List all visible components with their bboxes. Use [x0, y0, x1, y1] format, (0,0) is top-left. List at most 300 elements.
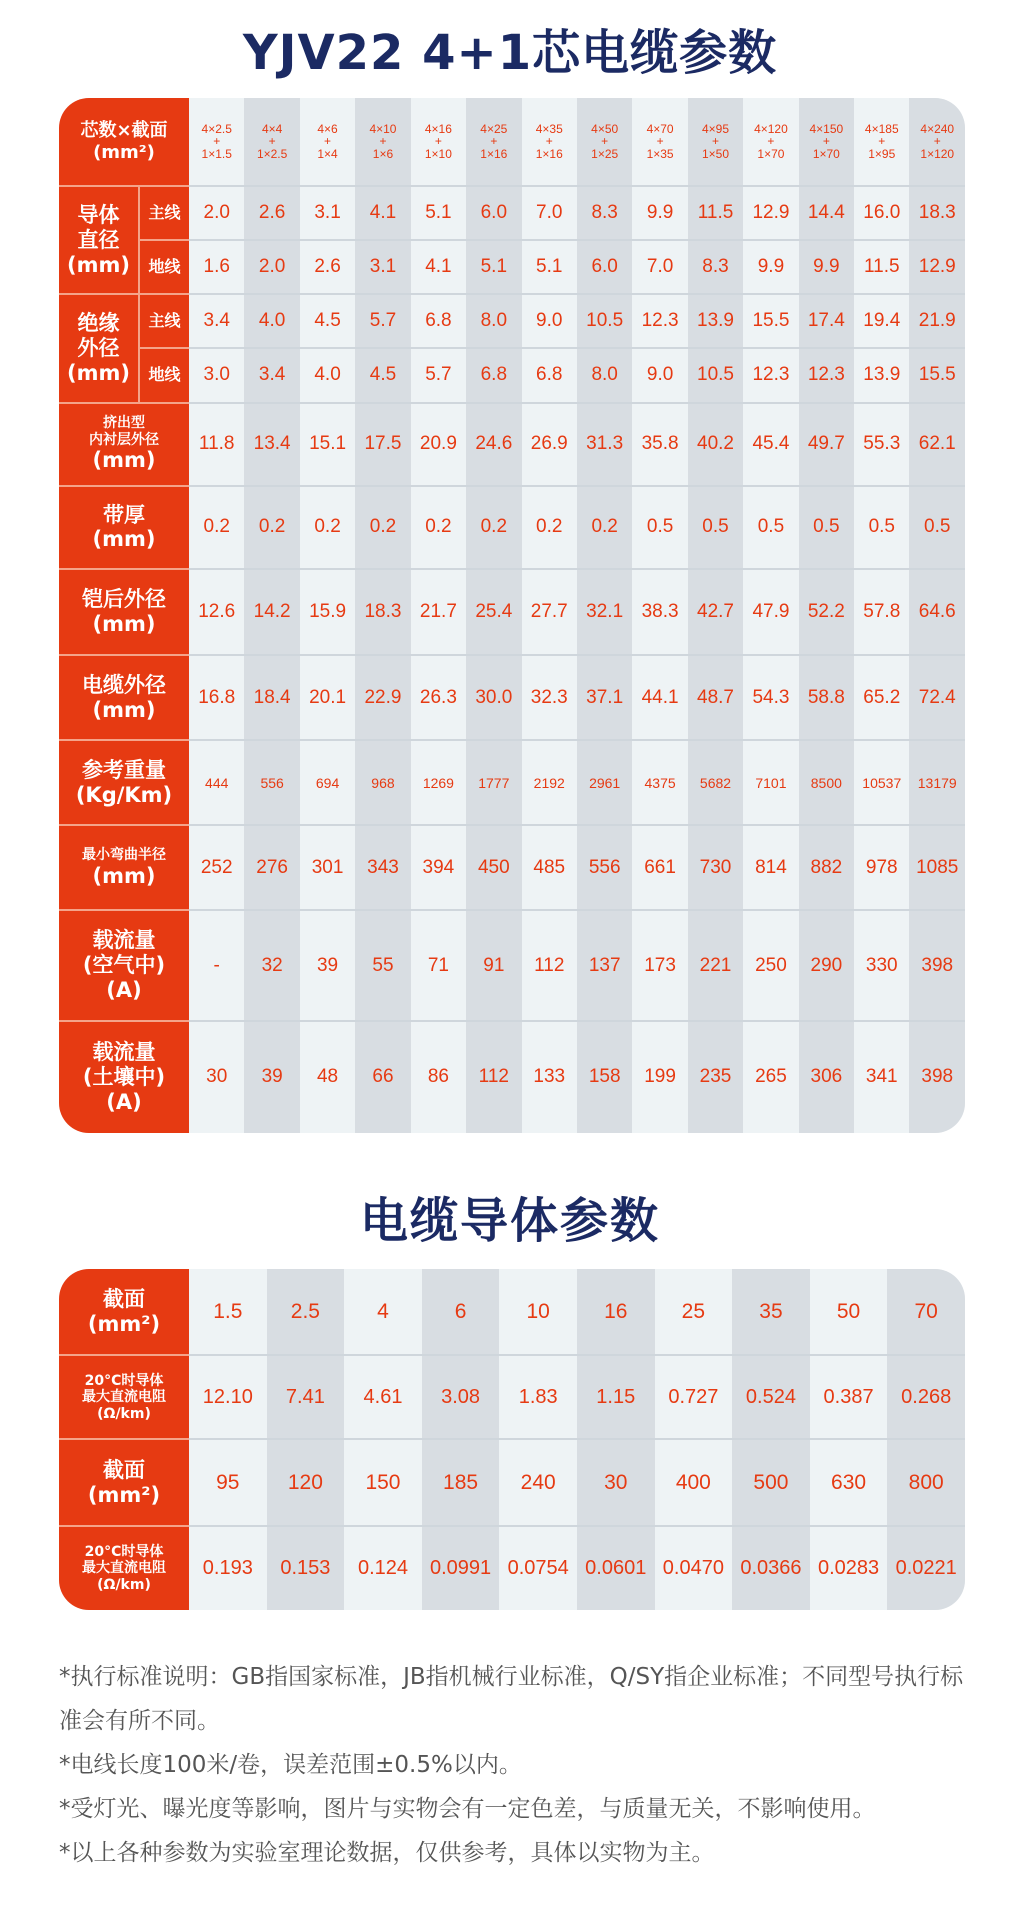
spec-line: + — [379, 134, 387, 149]
spec-line: 1×6 — [372, 146, 394, 161]
table-cell: 9.9 — [743, 240, 798, 294]
header-text-line: (Kg/Km) — [75, 782, 173, 807]
table-cell: 48 — [300, 1021, 355, 1133]
table-cell: 2192 — [522, 740, 577, 825]
table-cell: 42.7 — [688, 569, 743, 655]
spec-line: 1×25 — [591, 146, 619, 161]
table-cell: 2.6 — [244, 186, 299, 240]
table-cell: 10.5 — [688, 348, 743, 402]
table-cell: 15.5 — [909, 348, 965, 402]
table-row — [59, 240, 965, 294]
table-cell: 0.524 — [732, 1355, 810, 1439]
table-cell: 8.3 — [688, 240, 743, 294]
spec-cell — [743, 98, 798, 186]
table-cell: 0.0754 — [499, 1526, 577, 1610]
header-text-line: (mm²) — [87, 1482, 161, 1507]
table-cell: 25 — [655, 1269, 733, 1355]
note-item: *以上各种参数为实验室理论数据，仅供参考，具体以实物为主。 — [59, 1840, 715, 1866]
spec-cell — [189, 98, 244, 186]
spec-line: 1×16 — [535, 146, 563, 161]
header-text-line: 导体 — [77, 203, 120, 228]
table-cell: 556 — [577, 825, 632, 910]
row-header — [59, 1021, 189, 1133]
table-cell: 0.5 — [688, 486, 743, 569]
spec-line: 4×6 — [317, 121, 338, 136]
spec-line: 1×50 — [701, 146, 730, 161]
table-cell: 9.0 — [522, 294, 577, 348]
table-cell: 17.4 — [799, 294, 854, 348]
table-cell: 398 — [909, 910, 965, 1020]
spec-line: + — [601, 134, 609, 149]
header-text-line: (mm) — [92, 527, 156, 552]
header-text-line: (mm²) — [87, 1311, 161, 1336]
row-header — [59, 1355, 189, 1439]
spec-line: 1×1.5 — [201, 146, 232, 161]
table-cell: 4.0 — [300, 348, 355, 402]
header-text-line: (Ω/km) — [97, 1576, 151, 1593]
table-cell: 95 — [189, 1439, 267, 1525]
table-cell: 290 — [799, 910, 854, 1020]
row-group-header — [59, 186, 139, 294]
table-cell: 13179 — [909, 740, 965, 825]
table-cell: 13.4 — [244, 403, 299, 486]
table-cell: 485 — [522, 825, 577, 910]
row-header — [59, 1526, 189, 1610]
table-cell: 2.6 — [300, 240, 355, 294]
table-cell: 55 — [355, 910, 410, 1020]
spec-cell — [300, 98, 355, 186]
table-cell: 4 — [344, 1269, 422, 1355]
header-text-line: (mm) — [67, 360, 130, 385]
table-row — [59, 486, 965, 569]
header-text-line: (mm) — [92, 448, 156, 473]
spec-line: + — [712, 134, 720, 149]
table-cell: 185 — [422, 1439, 500, 1525]
table-cell: 26.3 — [411, 655, 466, 740]
table-row — [59, 1021, 965, 1133]
table-cell: 0.5 — [909, 486, 965, 569]
table-cell: 7.41 — [267, 1355, 345, 1439]
header-text-line: 载流量 — [92, 928, 156, 953]
table-cell: 133 — [522, 1021, 577, 1133]
header-text-line: (空气中) — [82, 953, 166, 978]
table-cell: 2.5 — [267, 1269, 345, 1355]
table-cell: 16.0 — [854, 186, 909, 240]
table-cell: 57.8 — [854, 569, 909, 655]
header-text-line: (mm) — [92, 863, 156, 888]
table-cell: 4.5 — [355, 348, 410, 402]
spec-line: 4×2.5 — [201, 121, 232, 136]
spec-cell — [522, 98, 577, 186]
header-text-line: 绝缘 — [77, 311, 120, 336]
table-cell: 0.5 — [854, 486, 909, 569]
table-cell: 5.1 — [411, 186, 466, 240]
table-cell: 0.5 — [799, 486, 854, 569]
table-row — [59, 740, 965, 825]
table-cell: 20.1 — [300, 655, 355, 740]
row-header — [59, 1439, 189, 1525]
spec-line: 1×70 — [757, 146, 785, 161]
spec-cell — [909, 98, 965, 186]
table-cell: 11.8 — [189, 403, 244, 486]
table-row — [59, 98, 965, 186]
row-sub-header: 地线 — [139, 240, 189, 294]
table-cell: 32.3 — [522, 655, 577, 740]
spec-line: + — [490, 134, 498, 149]
row-sub-header: 主线 — [139, 294, 189, 348]
table-cell: 0.2 — [466, 486, 521, 569]
table-cell: 4.0 — [244, 294, 299, 348]
table-cell: 0.0470 — [655, 1526, 733, 1610]
row-header — [59, 655, 189, 740]
table-cell: 556 — [244, 740, 299, 825]
notes — [59, 1655, 969, 1875]
spec-cell — [632, 98, 687, 186]
table-cell: 30 — [189, 1021, 244, 1133]
table-cell: 50 — [810, 1269, 888, 1355]
table-cell: 0.2 — [300, 486, 355, 569]
row-header — [59, 740, 189, 825]
spec-line: 4×25 — [480, 121, 508, 136]
table-cell: 4.5 — [300, 294, 355, 348]
table-cell: 27.7 — [522, 569, 577, 655]
table-cell: 12.9 — [909, 240, 965, 294]
table-cell: 91 — [466, 910, 521, 1020]
row-header — [59, 403, 189, 486]
header-text-line: 最小弯曲半径 — [82, 847, 166, 864]
table-cell: 394 — [411, 825, 466, 910]
table-cell: 11.5 — [688, 186, 743, 240]
table-cell: 40.2 — [688, 403, 743, 486]
table-cell: 13.9 — [688, 294, 743, 348]
table-cell: 1.15 — [577, 1355, 655, 1439]
table-cell: 38.3 — [632, 569, 687, 655]
row-header — [59, 569, 189, 655]
table-cell: 0.2 — [522, 486, 577, 569]
spec-line: 4×16 — [424, 121, 452, 136]
table-cell: 3.4 — [244, 348, 299, 402]
table-cell: 21.7 — [411, 569, 466, 655]
table-cell: 120 — [267, 1439, 345, 1525]
table-cell: 444 — [189, 740, 244, 825]
table-row — [59, 910, 965, 1020]
table-row — [59, 1269, 965, 1355]
table-cell: 6.8 — [411, 294, 466, 348]
table-row — [59, 348, 965, 402]
table-cell: 4.1 — [355, 186, 410, 240]
header-text-line: (mm) — [92, 611, 156, 636]
table-cell: 3.08 — [422, 1355, 500, 1439]
spec-line: 1×4 — [317, 146, 338, 161]
table-cell: 12.10 — [189, 1355, 267, 1439]
table-cell: 30.0 — [466, 655, 521, 740]
note-item: *受灯光、曝光度等影响，图片与实物会有一定色差，与质量无关，不影响使用。 — [59, 1796, 876, 1822]
note-item: *电线长度100米/卷，误差范围±0.5%以内。 — [59, 1752, 522, 1778]
row-header — [59, 910, 189, 1020]
table-cell: 400 — [655, 1439, 733, 1525]
spec-line: 4×50 — [591, 121, 619, 136]
table-cell: 0.0366 — [732, 1526, 810, 1610]
table-cell: 150 — [344, 1439, 422, 1525]
table-cell: 5.7 — [411, 348, 466, 402]
table-cell: 10 — [499, 1269, 577, 1355]
table-cell: 4375 — [632, 740, 687, 825]
spec-cell — [688, 98, 743, 186]
header-text-line: 铠后外径 — [82, 587, 166, 612]
table-cell: 6.0 — [466, 186, 521, 240]
header-text-line: (mm²) — [93, 141, 155, 163]
spec-line: 1×95 — [868, 146, 896, 161]
spec-cell — [466, 98, 521, 186]
table-cell: 0.268 — [887, 1355, 965, 1439]
header-text-line: 截面 — [103, 1457, 145, 1482]
table-cell: 630 — [810, 1439, 888, 1525]
table-cell: 0.0221 — [887, 1526, 965, 1610]
table-cell: 35 — [732, 1269, 810, 1355]
table-cell: 62.1 — [909, 403, 965, 486]
table-cell: - — [189, 910, 244, 1020]
table-cell: 18.3 — [355, 569, 410, 655]
header-text-line: 参考重量 — [82, 757, 166, 782]
table-cell: 25.4 — [466, 569, 521, 655]
spec-line: 1×120 — [920, 146, 955, 161]
spec-line: + — [213, 134, 221, 149]
table-cell: 4.1 — [411, 240, 466, 294]
table-cell: 6 — [422, 1269, 500, 1355]
spec-line: 1×10 — [424, 146, 452, 161]
conductor-parameter-table — [59, 1269, 965, 1610]
header-text-line: 20°C时导体 — [84, 1372, 164, 1389]
table-cell: 12.3 — [632, 294, 687, 348]
table-cell: 158 — [577, 1021, 632, 1133]
header-text-line: 带厚 — [103, 502, 145, 527]
table-cell: 0.0601 — [577, 1526, 655, 1610]
spec-line: 4×35 — [535, 121, 563, 136]
table-cell: 17.5 — [355, 403, 410, 486]
table-cell: 13.9 — [854, 348, 909, 402]
table-row — [59, 1355, 965, 1439]
spec-line: 1×2.5 — [256, 146, 288, 161]
table-cell: 882 — [799, 825, 854, 910]
table-cell: 0.193 — [189, 1526, 267, 1610]
spec-line: 4×95 — [701, 121, 730, 136]
spec-line: 1×35 — [646, 146, 674, 161]
table-cell: 112 — [466, 1021, 521, 1133]
spec-cell — [854, 98, 909, 186]
table-cell: 12.3 — [743, 348, 798, 402]
table-cell: 694 — [300, 740, 355, 825]
table-cell: 235 — [688, 1021, 743, 1133]
table-cell: 0.0991 — [422, 1526, 500, 1610]
header-text-line: (mm) — [67, 252, 130, 277]
spec-line: 4×4 — [261, 121, 283, 136]
table-cell: 1.6 — [189, 240, 244, 294]
header-text-line: 电缆外径 — [82, 672, 166, 697]
table-cell: 0.124 — [344, 1526, 422, 1610]
table-cell: 45.4 — [743, 403, 798, 486]
table-cell: 10.5 — [577, 294, 632, 348]
table-cell: 66 — [355, 1021, 410, 1133]
header-text-line: (A) — [106, 1089, 142, 1114]
table-cell: 11.5 — [854, 240, 909, 294]
table-cell: 814 — [743, 825, 798, 910]
table-cell: 2.0 — [244, 240, 299, 294]
table-row — [59, 403, 965, 486]
table-cell: 15.9 — [300, 569, 355, 655]
row-header — [59, 1269, 189, 1355]
table-cell: 9.9 — [632, 186, 687, 240]
table-cell: 16 — [577, 1269, 655, 1355]
table-cell: 306 — [799, 1021, 854, 1133]
table-cell: 26.9 — [522, 403, 577, 486]
table-cell: 39 — [300, 910, 355, 1020]
table-cell: 5682 — [688, 740, 743, 825]
spec-cell — [244, 98, 299, 186]
table-cell: 3.4 — [189, 294, 244, 348]
header-text-line: 芯数×截面 — [80, 120, 168, 142]
table-cell: 58.8 — [799, 655, 854, 740]
spec-line: + — [324, 134, 332, 149]
table-cell: 7101 — [743, 740, 798, 825]
table-cell: 661 — [632, 825, 687, 910]
table-cell: 0.2 — [355, 486, 410, 569]
table-cell: 0.387 — [810, 1355, 888, 1439]
spec-cell — [799, 98, 854, 186]
table-cell: 22.9 — [355, 655, 410, 740]
table-cell: 343 — [355, 825, 410, 910]
table-cell: 65.2 — [854, 655, 909, 740]
table-cell: 70 — [887, 1269, 965, 1355]
header-text-line: 最大直流电阻 — [82, 1389, 166, 1406]
table-cell: 341 — [854, 1021, 909, 1133]
table-cell: 450 — [466, 825, 521, 910]
table-cell: 19.4 — [854, 294, 909, 348]
table-cell: 52.2 — [799, 569, 854, 655]
table-cell: 265 — [743, 1021, 798, 1133]
table-cell: 24.6 — [466, 403, 521, 486]
table-cell: 221 — [688, 910, 743, 1020]
table-cell: 0.727 — [655, 1355, 733, 1439]
table-cell: 112 — [522, 910, 577, 1020]
table-cell: 39 — [244, 1021, 299, 1133]
table-cell: 8.0 — [577, 348, 632, 402]
table-cell: 71 — [411, 910, 466, 1020]
table-cell: 9.0 — [632, 348, 687, 402]
table-cell: 0.2 — [577, 486, 632, 569]
table-cell: 21.9 — [909, 294, 965, 348]
header-text-line: (mm) — [92, 697, 156, 722]
table-cell: 330 — [854, 910, 909, 1020]
header-text-line: 挤出型 — [103, 415, 145, 432]
header-text-line: 最大直流电阻 — [82, 1560, 166, 1577]
table-cell: 12.9 — [743, 186, 798, 240]
table-cell: 2.0 — [189, 186, 244, 240]
spec-line: + — [545, 134, 553, 149]
table-cell: 47.9 — [743, 569, 798, 655]
section-title-conductor: 电缆导体参数 — [359, 1193, 660, 1249]
table-cell: 0.2 — [411, 486, 466, 569]
table-cell: 5.7 — [355, 294, 410, 348]
table-cell: 10537 — [854, 740, 909, 825]
header-text-line: (土壤中) — [82, 1064, 166, 1089]
table-cell: 14.2 — [244, 569, 299, 655]
table-cell: 978 — [854, 825, 909, 910]
spec-line: 1×70 — [812, 146, 840, 161]
table-cell: 31.3 — [577, 403, 632, 486]
table-cell: 37.1 — [577, 655, 632, 740]
table-cell: 35.8 — [632, 403, 687, 486]
table-cell: 3.1 — [355, 240, 410, 294]
table-row — [59, 186, 965, 240]
table-cell: 968 — [355, 740, 410, 825]
table-cell: 240 — [499, 1439, 577, 1525]
table-cell: 199 — [632, 1021, 687, 1133]
table-cell: 6.8 — [466, 348, 521, 402]
spec-line: + — [822, 134, 830, 149]
table-cell: 30 — [577, 1439, 655, 1525]
spec-line: + — [434, 134, 442, 149]
table-cell: 5.1 — [522, 240, 577, 294]
table-cell: 3.0 — [189, 348, 244, 402]
header-text-line: (A) — [106, 977, 142, 1002]
header-text-line: 直径 — [77, 227, 120, 252]
table-cell: 9.9 — [799, 240, 854, 294]
table-cell: 32.1 — [577, 569, 632, 655]
table-cell: 6.0 — [577, 240, 632, 294]
spec-line: 4×185 — [864, 121, 899, 136]
table-cell: 3.1 — [300, 186, 355, 240]
table-cell: 7.0 — [632, 240, 687, 294]
table-cell: 55.3 — [854, 403, 909, 486]
table-cell: 4.61 — [344, 1355, 422, 1439]
table-cell: 12.3 — [799, 348, 854, 402]
table-cell: 398 — [909, 1021, 965, 1133]
table-cell: 5.1 — [466, 240, 521, 294]
spec-cell — [355, 98, 410, 186]
table-cell: 86 — [411, 1021, 466, 1133]
spec-line: 4×150 — [809, 121, 844, 136]
spec-cell — [411, 98, 466, 186]
table-cell: 2961 — [577, 740, 632, 825]
table-cell: 137 — [577, 910, 632, 1020]
table-cell: 301 — [300, 825, 355, 910]
spec-line: + — [767, 134, 775, 149]
table-cell: 20.9 — [411, 403, 466, 486]
table-cell: 15.1 — [300, 403, 355, 486]
table-row — [59, 294, 965, 348]
table-cell: 1.83 — [499, 1355, 577, 1439]
table-cell: 14.4 — [799, 186, 854, 240]
table-cell: 0.5 — [743, 486, 798, 569]
table-cell: 0.153 — [267, 1526, 345, 1610]
table-cell: 72.4 — [909, 655, 965, 740]
note-item: *执行标准说明：GB指国家标准，JB指机械行业标准，Q/SY指企业标准；不同型号执行标准会有所不同。 — [59, 1664, 964, 1734]
spec-line: 4×120 — [754, 121, 788, 136]
table-cell: 44.1 — [632, 655, 687, 740]
row-header — [59, 825, 189, 910]
table-cell: 730 — [688, 825, 743, 910]
table-cell: 48.7 — [688, 655, 743, 740]
table-cell: 800 — [887, 1439, 965, 1525]
row-header — [59, 98, 189, 186]
table-cell: 500 — [732, 1439, 810, 1525]
header-text-line: 内衬层外径 — [89, 431, 159, 448]
table-cell: 1085 — [909, 825, 965, 910]
header-text-line: 20°C时导体 — [84, 1543, 164, 1560]
table-cell: 18.4 — [244, 655, 299, 740]
table-cell: 173 — [632, 910, 687, 1020]
table-cell: 252 — [189, 825, 244, 910]
